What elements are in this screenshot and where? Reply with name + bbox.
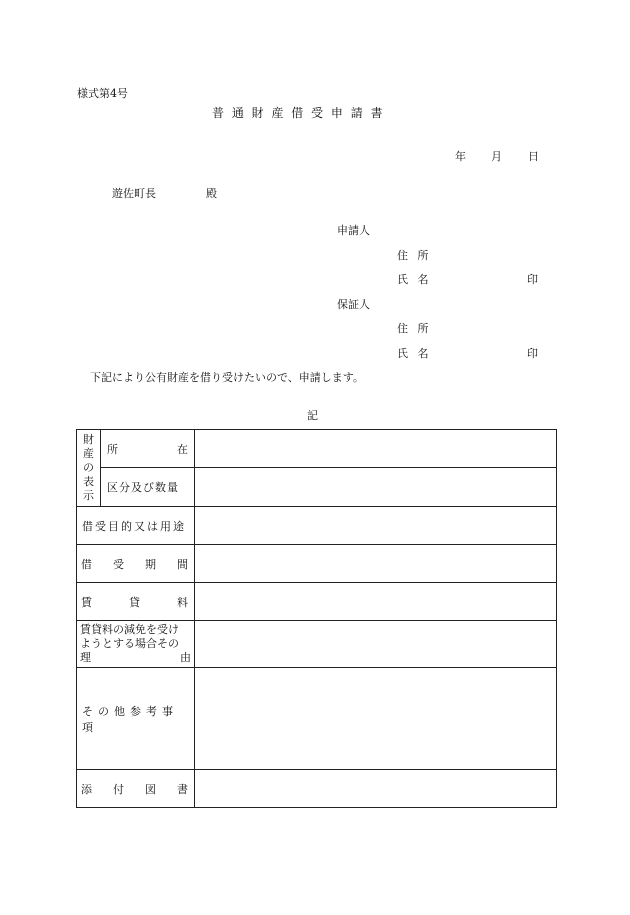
location-field[interactable] (195, 430, 557, 468)
applicant-seal: 印 (527, 273, 538, 286)
property-display-label: 財産の表示 (77, 430, 101, 507)
document-title: 普 通 財 産 借 受 申 請 書 (212, 106, 385, 120)
applicant-heading: 申請人 (337, 224, 370, 237)
reduction-reason-label: 賃貸料の減免を受け ようとする場合その 理 由 (77, 621, 195, 668)
addressee-honorific: 殿 (206, 187, 217, 200)
applicant-address-label: 住 所 (397, 249, 429, 262)
guarantor-heading: 保証人 (337, 298, 370, 311)
category-quantity-label: 区分及び数量 (101, 468, 195, 507)
period-field[interactable] (195, 545, 557, 583)
date-day: 日 (528, 150, 539, 163)
other-matters-field[interactable] (195, 668, 557, 770)
purpose-label: 借受目的又は用途 (77, 507, 195, 545)
form-number: 様式第4号 (77, 87, 128, 100)
row-attachments (77, 770, 557, 808)
rent-label: 賃 貸 料 (77, 583, 195, 621)
row-reduction-reason (77, 621, 557, 668)
date-month: 月 (491, 150, 502, 163)
attachments-label: 添 付 図 書 (77, 770, 195, 808)
application-form-table (76, 429, 557, 808)
reduction-reason-field[interactable] (195, 621, 557, 668)
rent-field[interactable] (195, 583, 557, 621)
period-label: 借 受 期 間 (77, 545, 195, 583)
guarantor-address-label: 住 所 (397, 322, 429, 335)
guarantor-name-label: 氏 名 (397, 347, 429, 360)
purpose-field[interactable] (195, 507, 557, 545)
row-period (77, 545, 557, 583)
guarantor-seal: 印 (527, 347, 538, 360)
ki-heading: 記 (307, 409, 318, 422)
row-location (77, 430, 557, 468)
attachments-field[interactable] (195, 770, 557, 808)
addressee-name: 遊佐町長 (112, 187, 156, 200)
applicant-name-label: 氏 名 (397, 273, 429, 286)
location-label: 所 在 (101, 430, 195, 468)
row-purpose (77, 507, 557, 545)
date-year: 年 (455, 150, 466, 163)
other-matters-label: その他参考事項 (77, 668, 195, 770)
row-rent (77, 583, 557, 621)
application-statement: 下記により公有財産を借り受けたいので、申請します。 (90, 371, 364, 384)
category-quantity-field[interactable] (195, 468, 557, 507)
row-category-quantity (77, 468, 557, 507)
row-other-matters (77, 668, 557, 770)
